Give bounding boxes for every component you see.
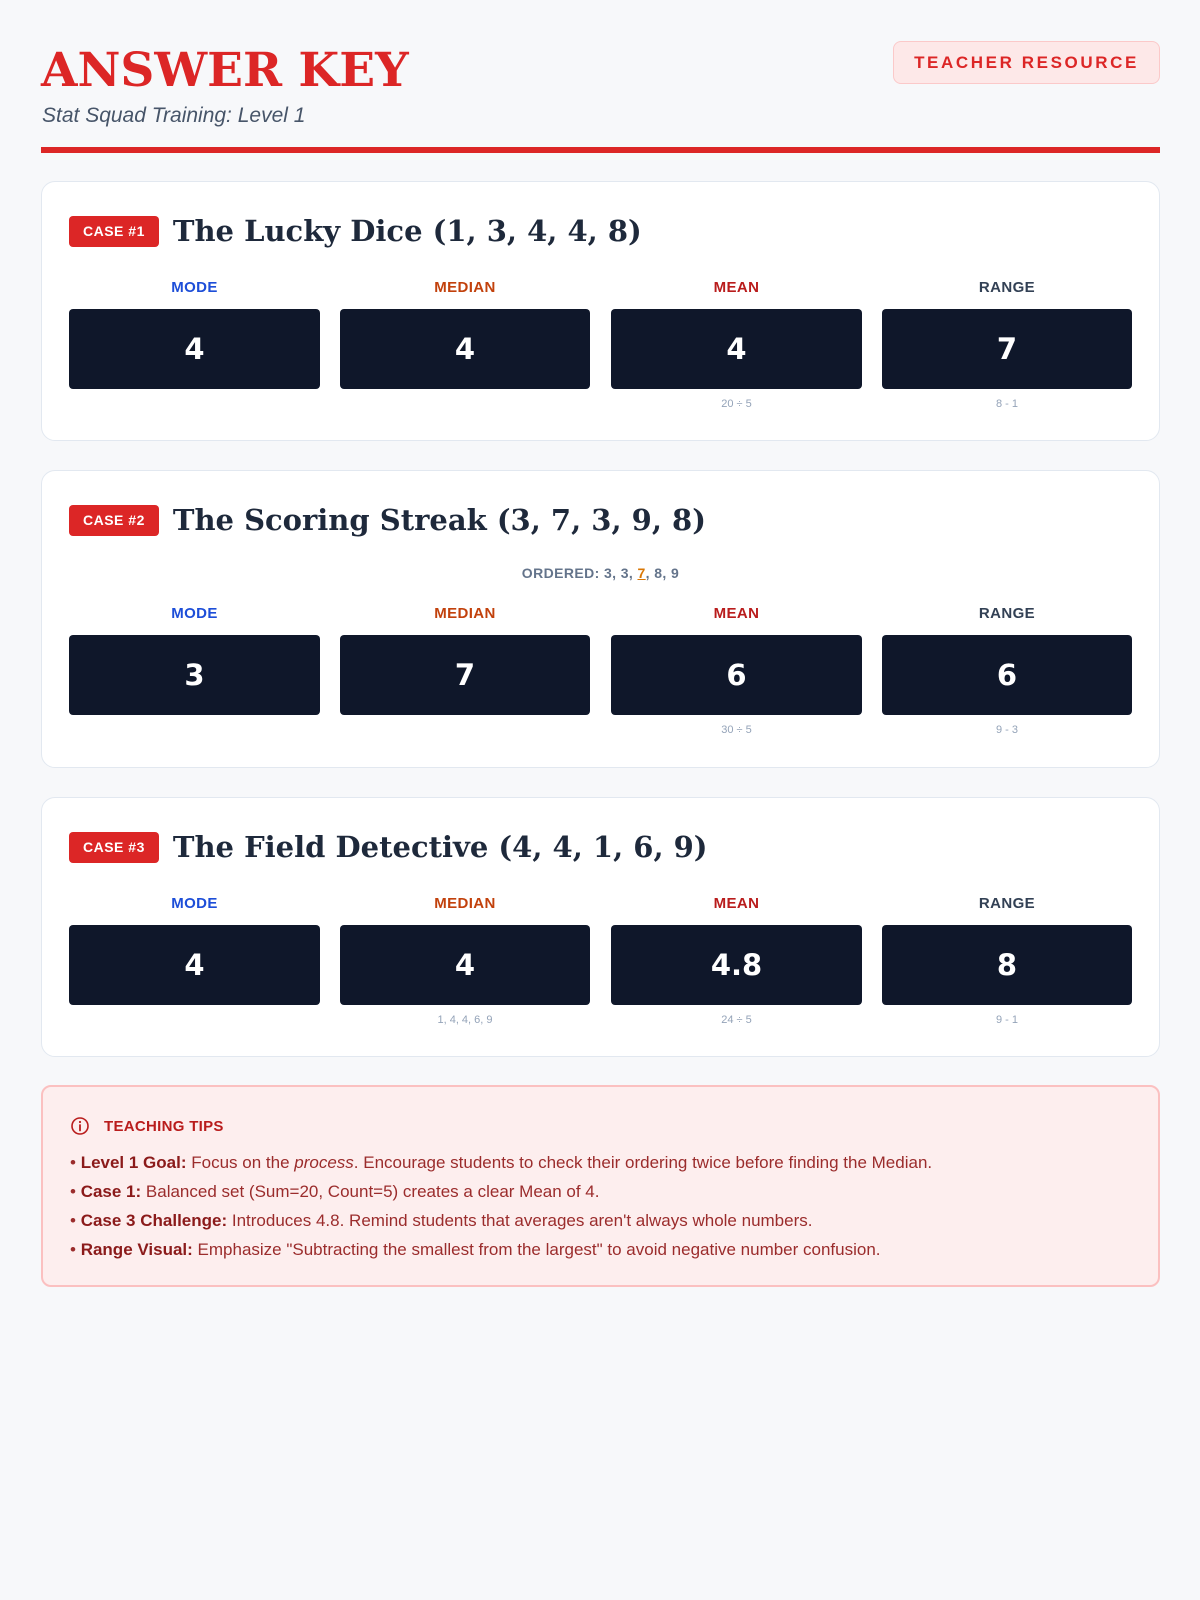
- tip-item: [70, 1235, 1130, 1264]
- stat-label-mode: MODE: [171, 279, 218, 296]
- stat-value-mode: 4: [69, 309, 320, 389]
- stat-label-mode: MODE: [171, 605, 218, 622]
- info-icon: [70, 1116, 90, 1136]
- stat-note-mode: [69, 722, 320, 738]
- stat-value-median: 4: [340, 309, 590, 389]
- stat-label-median: MEDIAN: [434, 279, 496, 296]
- stat-note-range: 9 - 3: [995, 724, 1018, 736]
- stat-note-mode: [69, 1012, 320, 1028]
- stat-note-mean: 20 ÷ 5: [721, 398, 752, 410]
- stat-note-median: [340, 722, 590, 738]
- tip-text: Focus on the: [186, 1153, 295, 1172]
- stat-value-median: 4: [340, 925, 590, 1005]
- stats-row: [69, 603, 1133, 753]
- page-subtitle: Stat Squad Training: Level 1: [42, 104, 306, 127]
- stat-label-mean: MEAN: [713, 895, 760, 912]
- stat-value-mode: 4: [69, 925, 320, 1005]
- stat-label-range: RANGE: [978, 895, 1036, 912]
- stats-row: [69, 277, 1133, 427]
- stat-note-median: [340, 396, 590, 412]
- case-card-1: [41, 181, 1160, 441]
- case-card-2: [41, 470, 1160, 768]
- teaching-tips-list: [70, 1148, 1130, 1264]
- stat-value-range: 7: [882, 309, 1132, 389]
- tip-label: Range Visual:: [80, 1240, 193, 1259]
- teaching-tips-header: [70, 1116, 224, 1136]
- tip-item: [70, 1148, 1130, 1177]
- tip-label: Level 1 Goal:: [80, 1153, 187, 1172]
- stat-value-range: 8: [882, 925, 1132, 1005]
- stat-label-range: RANGE: [978, 279, 1036, 296]
- case-title: The Scoring Streak (3, 7, 3, 9, 8): [172, 503, 706, 537]
- stat-mean: [611, 603, 862, 738]
- tip-bullet: •: [70, 1182, 81, 1201]
- tip-text: Balanced set (Sum=20, Count=5) creates a clear Mean of 4.: [141, 1182, 600, 1201]
- stat-mode: [69, 893, 320, 1028]
- tip-emphasis: process: [294, 1153, 354, 1172]
- stat-value-range: 6: [882, 635, 1132, 715]
- stat-range: [882, 603, 1132, 738]
- case-header: [69, 214, 642, 248]
- stat-range: [882, 893, 1132, 1028]
- stat-label-mean: MEAN: [713, 605, 760, 622]
- ordered-median-highlight: 7: [637, 565, 646, 581]
- stat-mode: [69, 277, 320, 412]
- case-title: The Lucky Dice (1, 3, 4, 4, 8): [172, 214, 642, 248]
- stat-label-mean: MEAN: [713, 279, 760, 296]
- tip-label: Case 3 Challenge:: [80, 1211, 228, 1230]
- stat-note-range: 9 - 1: [995, 1014, 1018, 1026]
- stat-range: [882, 277, 1132, 412]
- teaching-tips-panel: [41, 1085, 1160, 1287]
- tip-bullet: •: [70, 1240, 81, 1259]
- tip-item: [70, 1206, 1130, 1235]
- stat-median: [340, 277, 590, 412]
- header-divider: [41, 147, 1160, 153]
- case-header: [69, 503, 706, 537]
- stat-value-mean: 4.8: [611, 925, 862, 1005]
- answer-key-page: [41, 0, 1160, 1259]
- tip-text: Introduces 4.8. Remind students that averages aren't always whole numbers.: [227, 1211, 813, 1230]
- stat-label-range: RANGE: [978, 605, 1036, 622]
- stat-note-median: 1, 4, 4, 6, 9: [437, 1014, 493, 1026]
- stat-label-median: MEDIAN: [434, 605, 496, 622]
- case-tag: CASE #2: [69, 505, 159, 536]
- case-card-3: [41, 797, 1160, 1057]
- tip-text: . Encourage students to check their ordering twice before finding the Median.: [353, 1153, 933, 1172]
- stat-mean: [611, 893, 862, 1028]
- stat-median: [340, 893, 590, 1028]
- tip-text: Emphasize "Subtracting the smallest from the largest" to avoid negative number confusion.: [192, 1240, 881, 1259]
- tip-bullet: •: [70, 1153, 81, 1172]
- stat-value-mean: 4: [611, 309, 862, 389]
- stat-label-mode: MODE: [171, 895, 218, 912]
- stat-mean: [611, 277, 862, 412]
- stat-note-mean: 30 ÷ 5: [721, 724, 752, 736]
- stat-value-mode: 3: [69, 635, 320, 715]
- stat-note-range: 8 - 1: [995, 398, 1018, 410]
- tip-label: Case 1:: [80, 1182, 142, 1201]
- case-tag: CASE #1: [69, 216, 159, 247]
- stats-row: [69, 893, 1133, 1043]
- ordered-prefix: ORDERED: 3, 3,: [521, 565, 638, 581]
- stat-value-mean: 6: [611, 635, 862, 715]
- stat-mode: [69, 603, 320, 738]
- ordered-suffix: , 8, 9: [645, 565, 680, 581]
- stat-note-mode: [69, 396, 320, 412]
- tip-item: [70, 1177, 1130, 1206]
- case-header: [69, 830, 708, 864]
- case-title: The Field Detective (4, 4, 1, 6, 9): [172, 830, 708, 864]
- header: [41, 0, 1160, 156]
- tip-bullet: •: [70, 1211, 81, 1230]
- page-title: ANSWER KEY: [41, 43, 409, 98]
- stat-value-median: 7: [340, 635, 590, 715]
- stat-note-mean: 24 ÷ 5: [721, 1014, 752, 1026]
- teacher-resource-badge: TEACHER RESOURCE: [893, 41, 1160, 84]
- stat-median: [340, 603, 590, 738]
- case-tag: CASE #3: [69, 832, 159, 863]
- teaching-tips-heading: TEACHING TIPS: [104, 1117, 224, 1135]
- stat-label-median: MEDIAN: [434, 895, 496, 912]
- ordered-list: [42, 565, 1159, 581]
